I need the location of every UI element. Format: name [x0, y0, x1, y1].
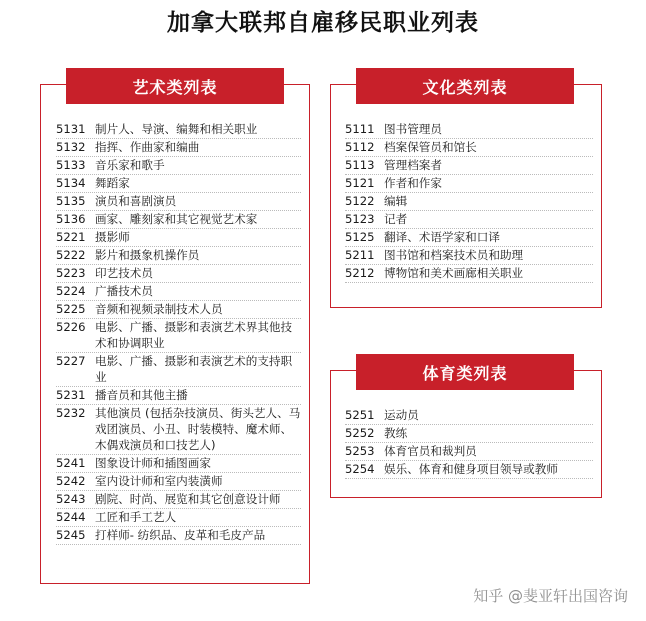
list-item — [56, 121, 301, 139]
occupation-name: 编辑 — [384, 194, 408, 208]
page-title: 加拿大联邦自雇移民职业列表 — [167, 10, 479, 36]
list-item — [56, 265, 301, 283]
list-item — [345, 139, 593, 157]
list-item — [56, 247, 301, 265]
occupation-code: 5223 — [56, 266, 86, 280]
occupation-code: 5221 — [56, 230, 86, 244]
list-item — [345, 193, 593, 211]
occupation-code: 5123 — [345, 212, 375, 226]
list-item — [345, 175, 593, 193]
list-item — [56, 301, 301, 319]
occupation-name: 影片和摄象机操作员 — [95, 248, 200, 262]
occupation-code: 5253 — [345, 444, 375, 458]
occupation-name: 教练 — [384, 426, 408, 440]
occupation-code: 5243 — [56, 492, 86, 506]
occupation-code: 5111 — [345, 122, 375, 136]
list-item — [56, 491, 301, 509]
occupation-code: 5224 — [56, 284, 86, 298]
occupation-code: 5135 — [56, 194, 86, 208]
list-item — [56, 527, 301, 545]
occupation-name: 摄影师 — [95, 230, 130, 244]
watermark-text: 知乎 @斐亚轩出国咨询 — [473, 587, 628, 605]
list-item — [56, 319, 301, 353]
list-item — [56, 509, 301, 527]
occupation-name: 其他演员 (包括杂技演员、街头艺人、马戏团演员、小丑、时装模特、魔术师、木偶戏演员和口技艺人) — [95, 406, 301, 452]
occupation-code: 5125 — [345, 230, 375, 244]
occupation-name: 打样师- 纺织品、皮革和毛皮产品 — [95, 528, 266, 542]
list-item — [345, 247, 593, 265]
occupation-name: 博物馆和美术画廊相关职业 — [384, 266, 524, 280]
list-item — [56, 139, 301, 157]
arts-panel-header: 艺术类列表 — [66, 68, 284, 104]
occupation-code: 5131 — [56, 122, 86, 136]
occupation-name: 舞蹈家 — [95, 176, 130, 190]
occupation-name: 剧院、时尚、展览和其它创意设计师 — [95, 492, 281, 506]
list-item — [345, 121, 593, 139]
occupation-name: 娱乐、体育和健身项目领导或教师 — [384, 462, 558, 476]
list-item — [345, 407, 593, 425]
occupation-name: 图象设计师和插图画家 — [95, 456, 211, 470]
occupation-name: 画家、雕刻家和其它视觉艺术家 — [95, 212, 258, 226]
occupation-code: 5112 — [345, 140, 375, 154]
occupation-name: 制片人、导演、编舞和相关职业 — [95, 122, 258, 136]
row-divider — [56, 544, 301, 545]
row-divider — [345, 478, 593, 479]
occupation-name: 音频和视频录制技术人员 — [95, 302, 223, 316]
occupation-name: 图书管理员 — [384, 122, 442, 136]
occupation-code: 5212 — [345, 266, 375, 280]
list-item — [345, 265, 593, 283]
list-item — [56, 353, 301, 387]
occupation-code: 5136 — [56, 212, 86, 226]
list-item — [345, 425, 593, 443]
occupation-code: 5121 — [345, 176, 375, 190]
list-item — [56, 175, 301, 193]
list-item — [56, 211, 301, 229]
occupation-code: 5231 — [56, 388, 86, 402]
row-divider — [345, 282, 593, 283]
occupation-name: 档案保管员和馆长 — [384, 140, 477, 154]
occupation-name: 电影、广播、摄影和表演艺术界其他技术和协调职业 — [95, 320, 293, 350]
list-item — [345, 443, 593, 461]
list-item — [345, 229, 593, 247]
occupation-name: 工匠和手工艺人 — [95, 510, 177, 524]
occupation-code: 5222 — [56, 248, 86, 262]
list-item — [56, 473, 301, 491]
list-item — [56, 283, 301, 301]
occupation-code: 5241 — [56, 456, 86, 470]
list-item — [56, 387, 301, 405]
arts-list — [56, 121, 301, 545]
occupation-name: 翻译、术语学家和口译 — [384, 230, 500, 244]
occupation-name: 印艺技术员 — [95, 266, 153, 280]
occupation-code: 5134 — [56, 176, 86, 190]
sports-list — [345, 407, 593, 479]
occupation-name: 广播技术员 — [95, 284, 153, 298]
occupation-name: 演员和喜剧演员 — [95, 194, 177, 208]
list-item — [56, 229, 301, 247]
list-item — [56, 405, 301, 455]
occupation-name: 电影、广播、摄影和表演艺术的支持职业 — [95, 354, 293, 384]
culture-list — [345, 121, 593, 283]
occupation-code: 5211 — [345, 248, 375, 262]
list-item — [345, 461, 593, 479]
occupation-code: 5232 — [56, 406, 86, 420]
occupation-code: 5122 — [345, 194, 375, 208]
occupation-code: 5252 — [345, 426, 375, 440]
occupation-name: 体育官员和裁判员 — [384, 444, 477, 458]
occupation-code: 5242 — [56, 474, 86, 488]
list-item — [345, 211, 593, 229]
occupation-name: 指挥、作曲家和编曲 — [95, 140, 200, 154]
occupation-name: 图书馆和档案技术员和助理 — [384, 248, 524, 262]
occupation-code: 5227 — [56, 354, 86, 368]
occupation-code: 5225 — [56, 302, 86, 316]
occupation-code: 5226 — [56, 320, 86, 334]
occupation-code: 5254 — [345, 462, 375, 476]
sports-panel-header: 体育类列表 — [356, 354, 574, 390]
occupation-name: 作者和作家 — [384, 176, 442, 190]
occupation-code: 5133 — [56, 158, 86, 172]
list-item — [56, 193, 301, 211]
occupation-name: 运动员 — [384, 408, 419, 422]
occupation-name: 音乐家和歌手 — [95, 158, 165, 172]
occupation-code: 5244 — [56, 510, 86, 524]
occupation-name: 播音员和其他主播 — [95, 388, 188, 402]
occupation-code: 5132 — [56, 140, 86, 154]
culture-panel-header: 文化类列表 — [356, 68, 574, 104]
occupation-name: 管理档案者 — [384, 158, 442, 172]
list-item — [56, 157, 301, 175]
occupation-name: 室内设计师和室内装潢师 — [95, 474, 223, 488]
occupation-name: 记者 — [384, 212, 408, 226]
occupation-code: 5251 — [345, 408, 375, 422]
occupation-code: 5113 — [345, 158, 375, 172]
list-item — [345, 157, 593, 175]
occupation-code: 5245 — [56, 528, 86, 542]
list-item — [56, 455, 301, 473]
